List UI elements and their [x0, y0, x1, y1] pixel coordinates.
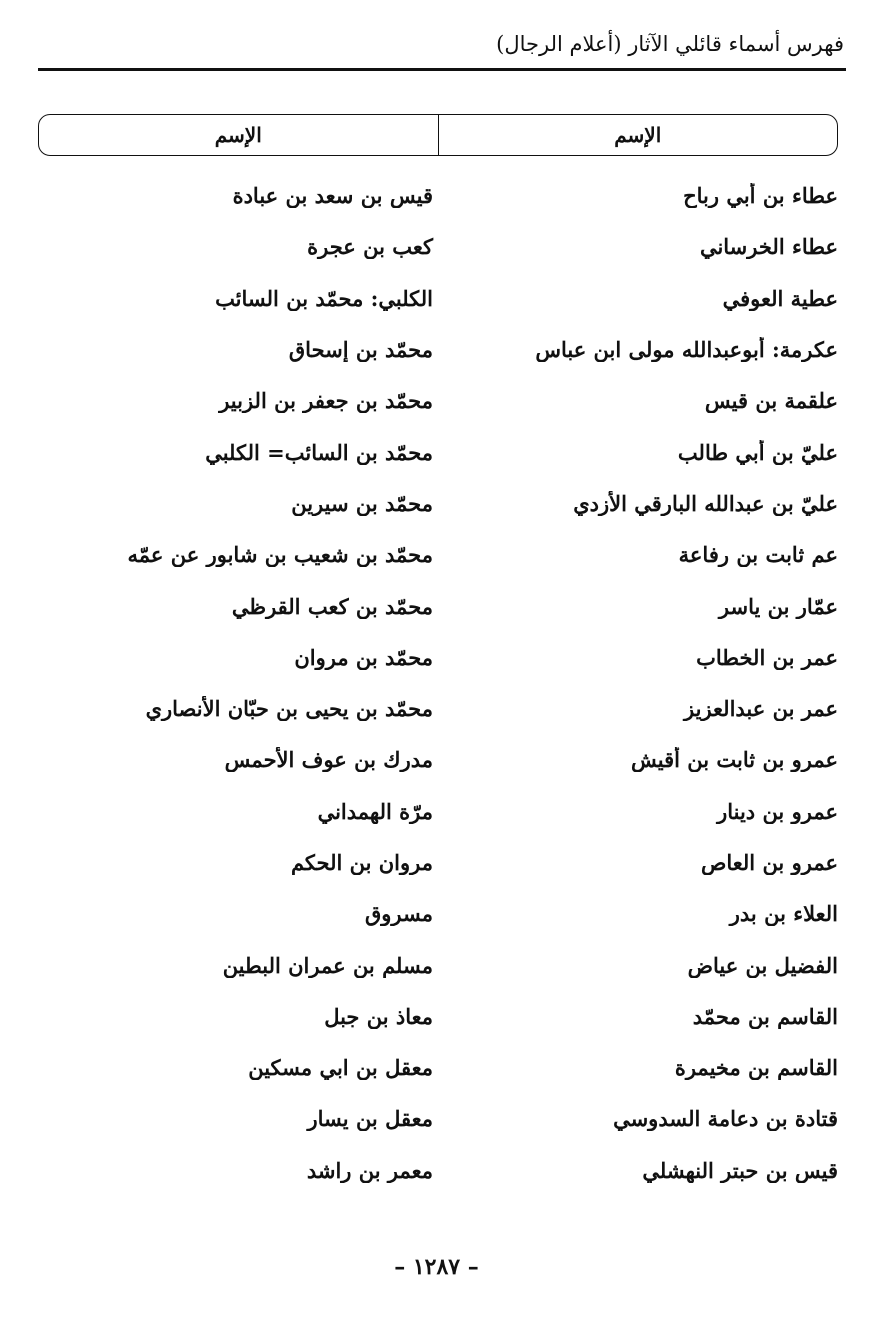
table-row — [38, 1093, 838, 1144]
name-cell-left: محمّد بن سيرين — [291, 490, 433, 516]
name-cell-left: محمّد بن شعيب بن شابور عن عمّه — [127, 542, 433, 568]
name-cell-right: عليّ بن عبدالله البارقي الأزدي — [573, 490, 838, 516]
running-header-title: فهرس أسماء قائلي الآثار (أعلام الرجال) — [496, 32, 844, 56]
name-cell-left: معمر بن راشد — [306, 1157, 433, 1183]
name-cell-left: قيس بن سعد بن عبادة — [232, 183, 433, 209]
table-row — [38, 1042, 838, 1093]
table-row — [38, 683, 838, 734]
name-cell-left: معقل بن يسار — [307, 1106, 433, 1132]
name-cell-right: عمر بن الخطاب — [696, 644, 838, 670]
table-row — [38, 478, 838, 529]
table-row — [38, 991, 838, 1042]
name-cell-left: مدرك بن عوف الأحمس — [224, 747, 433, 773]
table-row — [38, 375, 838, 426]
table-row — [38, 324, 838, 375]
table-row — [38, 734, 838, 785]
name-cell-left: مرّة الهمداني — [317, 798, 433, 824]
name-cell-right: عطاء الخرساني — [699, 234, 838, 260]
column-header-left: الإسم — [214, 123, 262, 147]
name-cell-right: العلاء بن بدر — [729, 901, 838, 927]
name-cell-right: عمرو بن دينار — [717, 798, 838, 824]
table-row — [38, 837, 838, 888]
name-cell-left: مسروق — [364, 901, 433, 927]
name-cell-left: كعب بن عجرة — [307, 234, 433, 260]
name-cell-left: مسلم بن عمران البطين — [222, 952, 433, 978]
name-cell-left: محمّد بن السائب= الكلبي — [205, 439, 433, 465]
page-number: – ١٢٨٧ – — [394, 1254, 479, 1280]
table-row — [38, 580, 838, 631]
table-header — [38, 114, 838, 156]
table-row — [38, 273, 838, 324]
header-divider — [38, 68, 846, 71]
name-cell-right: القاسم بن محمّد — [692, 1003, 838, 1029]
name-cell-right: القاسم بن مخيمرة — [674, 1055, 838, 1081]
name-cell-left: معاذ بن جبل — [324, 1003, 433, 1029]
names-list — [38, 170, 838, 1196]
name-cell-right: عليّ بن أبي طالب — [677, 439, 838, 465]
name-cell-right: عكرمة: أبوعبدالله مولى ابن عباس — [535, 337, 838, 363]
name-cell-left: محمّد بن جعفر بن الزبير — [219, 388, 433, 414]
name-cell-left: معقل بن ابي مسكين — [248, 1055, 433, 1081]
name-cell-right: قيس بن حبتر النهشلي — [642, 1157, 838, 1183]
name-cell-right: عمرو بن ثابت بن أقيش — [631, 747, 838, 773]
name-cell-right: عطاء بن أبي رباح — [683, 183, 838, 209]
table-row — [38, 221, 838, 272]
table-row — [38, 888, 838, 939]
name-cell-left: محمّد بن كعب القرظي — [231, 593, 433, 619]
table-row — [38, 170, 838, 221]
name-cell-right: عطية العوفي — [722, 285, 838, 311]
name-cell-right: عمرو بن العاص — [700, 850, 838, 875]
name-cell-left: محمّد بن إسحاق — [288, 337, 433, 363]
table-row — [38, 786, 838, 837]
column-header-right: الإسم — [438, 115, 838, 155]
table-row — [38, 529, 838, 580]
name-cell-right: عم ثابت بن رفاعة — [678, 542, 838, 568]
table-row — [38, 426, 838, 477]
name-cell-right: الفضيل بن عياض — [687, 952, 838, 978]
name-cell-left: محمّد بن يحيى بن حبّان الأنصاري — [145, 696, 433, 722]
table-row — [38, 632, 838, 683]
name-cell-left: مروان بن الحكم — [290, 850, 433, 875]
name-cell-right: عمّار بن ياسر — [718, 593, 838, 619]
name-cell-right: عمر بن عبدالعزيز — [684, 696, 838, 722]
table-row — [38, 939, 838, 990]
name-cell-left: الكلبي: محمّد بن السائب — [215, 285, 433, 311]
name-cell-right: علقمة بن قيس — [704, 388, 838, 414]
name-cell-left: محمّد بن مروان — [294, 644, 433, 670]
table-row — [38, 1145, 838, 1196]
name-cell-right: قتادة بن دعامة السدوسي — [613, 1106, 838, 1132]
